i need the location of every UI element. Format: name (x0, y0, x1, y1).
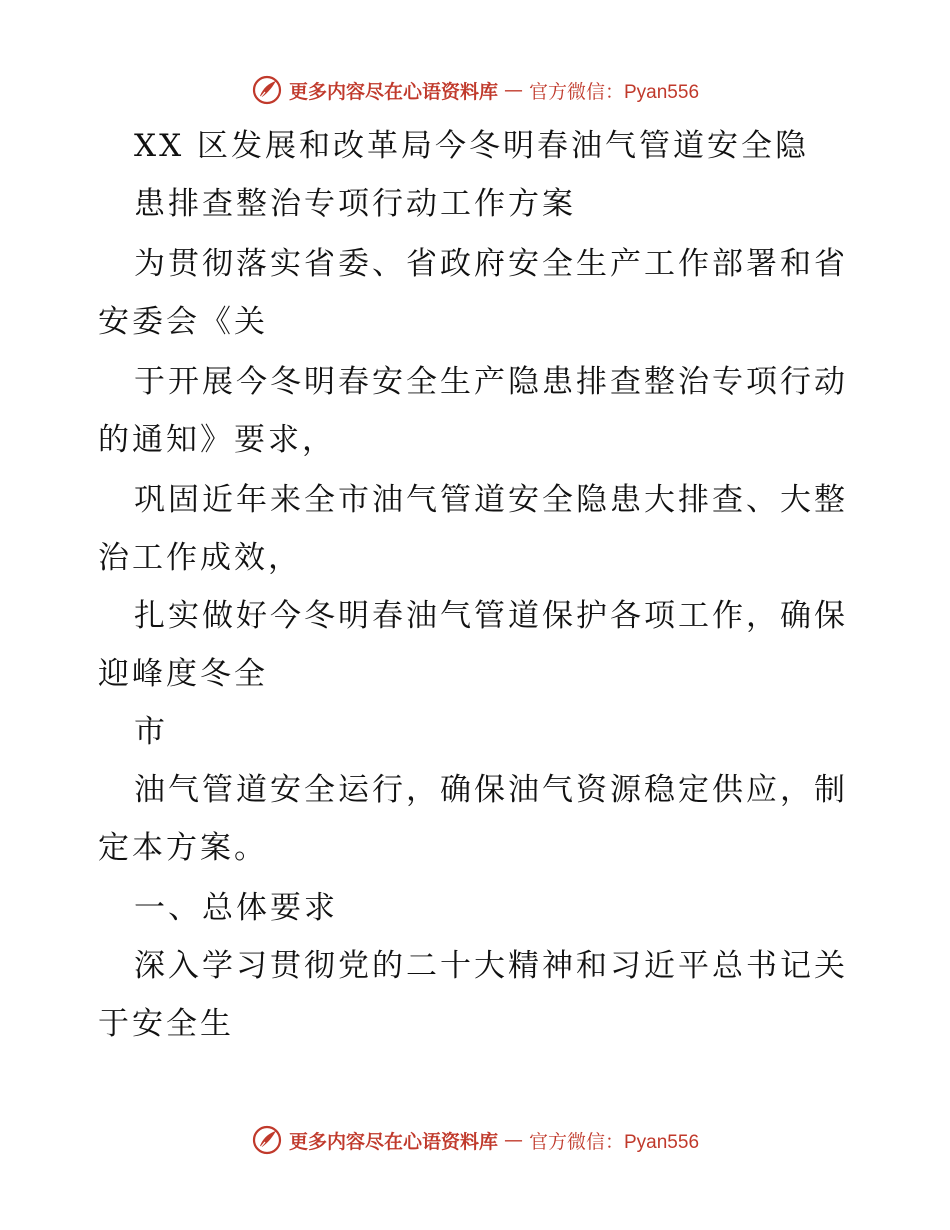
watermark-site-text: 更多内容尽在心语资料库 (288, 80, 498, 103)
paragraph-line: 治工作成效， (98, 540, 302, 576)
section-heading: 一、总体要求 (134, 890, 338, 926)
paragraph-line: 安委会《关 (98, 304, 268, 340)
header-watermark (0, 70, 950, 110)
watermark-separator: — (504, 1129, 523, 1151)
paragraph-line: 迎峰度冬全 (98, 656, 268, 692)
watermark-wechat-text: 官方微信：Pyan556 (529, 1131, 700, 1153)
watermark-site-text: 更多内容尽在心语资料库 (288, 1130, 498, 1153)
paragraph-line: 为贯彻落实省委、省政府安全生产工作部署和省 (134, 246, 848, 282)
quill-logo-icon (251, 1124, 283, 1156)
footer-watermark (0, 1120, 950, 1160)
quill-logo-icon (251, 74, 283, 106)
paragraph-line: 市 (134, 714, 168, 750)
document-title-line-2: 患排查整治专项行动工作方案 (134, 186, 576, 222)
paragraph-line: 定本方案。 (98, 830, 268, 866)
paragraph-line: 巩固近年来全市油气管道安全隐患大排查、大整 (134, 482, 848, 518)
paragraph-line: 扎实做好今冬明春油气管道保护各项工作，确保 (134, 598, 848, 634)
paragraph-line: 的通知》要求， (98, 422, 336, 458)
paragraph-line: 油气管道安全运行，确保油气资源稳定供应，制 (134, 772, 848, 808)
paragraph-line: 深入学习贯彻党的二十大精神和习近平总书记关 (134, 948, 848, 984)
document-title-line-1: XX 区发展和改革局今冬明春油气管道安全隐 (134, 128, 809, 164)
paragraph-line: 于安全生 (98, 1006, 234, 1042)
watermark-separator: — (504, 79, 523, 101)
paragraph-line: 于开展今冬明春安全生产隐患排查整治专项行动 (134, 364, 848, 400)
watermark-wechat-text: 官方微信：Pyan556 (529, 81, 700, 103)
